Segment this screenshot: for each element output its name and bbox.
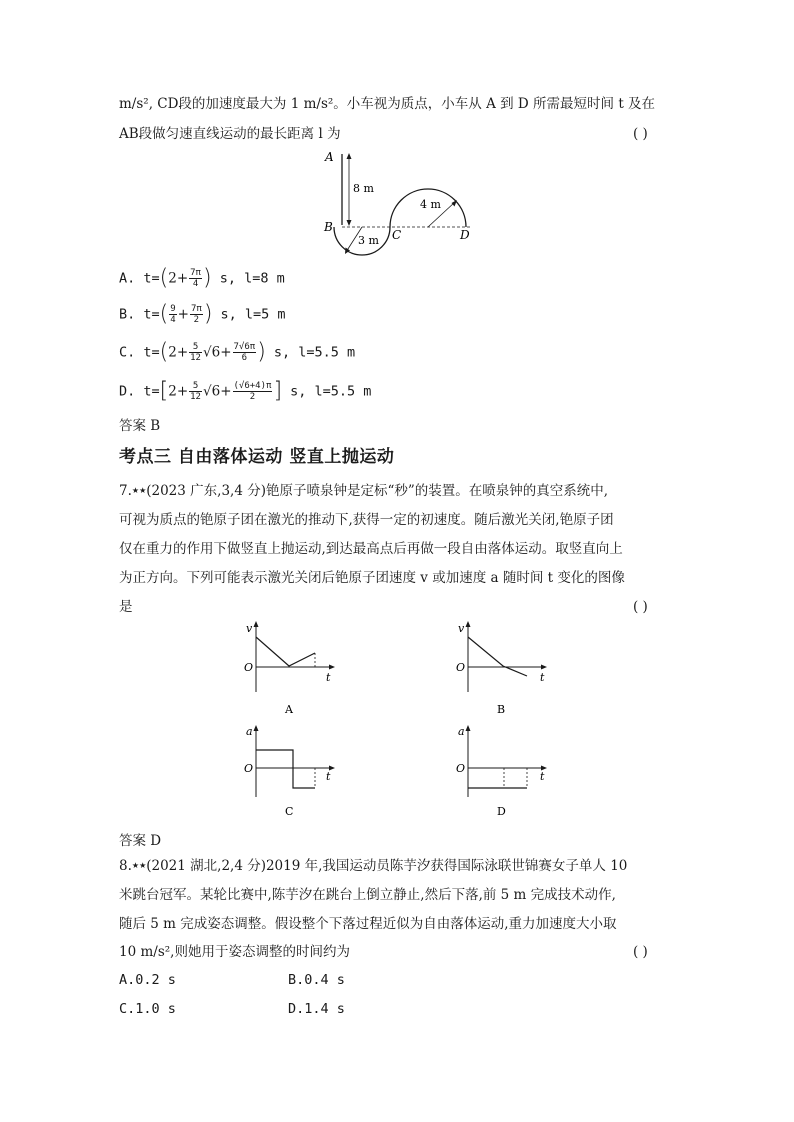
q7-graph-b[interactable] [452, 620, 562, 720]
q7-graph-c-caption: C [285, 805, 294, 818]
q6-label-a: A [325, 150, 334, 164]
q6-stem-line-2: AB段做匀速直线运动的最长距离 l 为 [119, 126, 341, 142]
q6-label-b: B [324, 220, 333, 234]
q6-answer-blank: ( ) [633, 126, 648, 142]
q8-number: 8. [119, 858, 132, 874]
q7-answer: 答案 D [119, 833, 162, 849]
q6-label-d: D [460, 228, 470, 242]
q7-graph-c-origin: O [244, 762, 254, 775]
q7-graph-b-caption: B [497, 703, 506, 716]
q7-graph-a-y-label: v [246, 622, 253, 635]
q7-graph-b-x-label: t [540, 671, 545, 684]
q7-stem-line-5: 是 [119, 599, 133, 615]
q6-label-c: C [392, 228, 402, 242]
q8-answer-blank: ( ) [633, 944, 648, 960]
q6-answer: 答案 B [119, 418, 161, 434]
q8-option-d[interactable]: D.1.4 s [288, 1001, 345, 1017]
q7-graph-a-x-label: t [326, 671, 331, 684]
q7-answer-blank: ( ) [633, 599, 648, 615]
q8-option-b[interactable]: B.0.4 s [288, 972, 345, 988]
q6-radius-small: 3 m [358, 234, 379, 247]
q7-graph-c-y-label: a [246, 725, 253, 738]
q7-number: 7. [119, 483, 132, 499]
q8-difficulty-stars-icon: ★★ [131, 861, 147, 870]
section-heading: 考点三 自由落体运动 竖直上抛运动 [119, 447, 395, 467]
q8-stem-line-2: 米跳台冠军。某轮比赛中,陈芋汐在跳台上倒立静止,然后下落,前 5 m 完成技术动作, [119, 887, 616, 903]
q7-graph-d-caption: D [497, 805, 506, 818]
q7-graph-c[interactable] [240, 722, 350, 822]
q8-option-a[interactable]: A.0.2 s [119, 972, 176, 988]
q8-stem-line-4: 10 m/s²,则她用于姿态调整的时间约为 [119, 944, 350, 960]
q6-option-b[interactable]: B. t=( $\frac{9}{4}$ + $\frac{7\pi}{2}$ ) s, l=5 m [119, 301, 286, 327]
q7-graph-c-x-label: t [326, 770, 331, 783]
q7-stem-line-3: 仅在重力的作用下做竖直上抛运动,到达最高点后再做一段自由落体运动。取竖直向上 [119, 541, 623, 557]
q8-stem-line-3: 随后 5 m 完成姿态调整。假设整个下落过程近似为自由落体运动,重力加速度大小取 [119, 916, 617, 932]
q7-graph-a[interactable] [240, 620, 350, 720]
q8-option-c[interactable]: C.1.0 s [119, 1001, 176, 1017]
q7-graph-b-y-label: v [458, 622, 465, 635]
q7-graph-d-x-label: t [540, 770, 545, 783]
q7-graph-d[interactable] [452, 722, 562, 822]
q7-graph-a-caption: A [285, 703, 293, 716]
q7-stem-line-1: 7.★★(2023 广东,3,4 分)铯原子喷泉钟是定标“秒”的装置。在喷泉钟的真空系统中, [119, 483, 609, 499]
q6-radius-large: 4 m [420, 198, 441, 211]
q6-option-a[interactable]: A. t=(2+ $\frac{7\pi}{4}$ ) s, l=8 m [119, 265, 285, 291]
q6-stem-line-1: m/s², CD段的加速度最大为 1 m/s²。小车视为质点，小车从 A 到 D 所需最短时间 t 及在 [119, 96, 656, 112]
q7-graph-a-origin: O [244, 661, 254, 674]
q7-difficulty-stars-icon: ★★ [131, 486, 147, 495]
q7-graph-b-origin: O [456, 661, 466, 674]
q8-stem-line-1: 8.★★(2021 湖北,2,4 分)2019 年,我国运动员陈芋汐获得国际泳联世锦赛女子单人 10 [119, 858, 628, 874]
q6-track-figure [318, 148, 498, 258]
q6-length-ab: 8 m [353, 182, 374, 195]
q6-option-d[interactable]: D. t=[2+ $\frac{5}{12}$ √6+ $\frac{(√6+4)\pi}{2}$ ] s, l=5.5 m [119, 378, 372, 404]
q7-graph-d-y-label: a [458, 725, 465, 738]
q6-option-c[interactable]: C. t=(2+ $\frac{5}{12}$ √6+ $\frac{7√6\pi}{6}$ ) s, l=5.5 m [119, 339, 356, 365]
q7-stem-line-4: 为正方向。下列可能表示激光关闭后铯原子团速度 v 或加速度 a 随时间 t 变化的图像 [119, 570, 625, 586]
q7-graph-d-origin: O [456, 762, 466, 775]
q7-stem-line-2: 可视为质点的铯原子团在激光的推动下,获得一定的初速度。随后激光关闭,铯原子团 [119, 512, 614, 528]
